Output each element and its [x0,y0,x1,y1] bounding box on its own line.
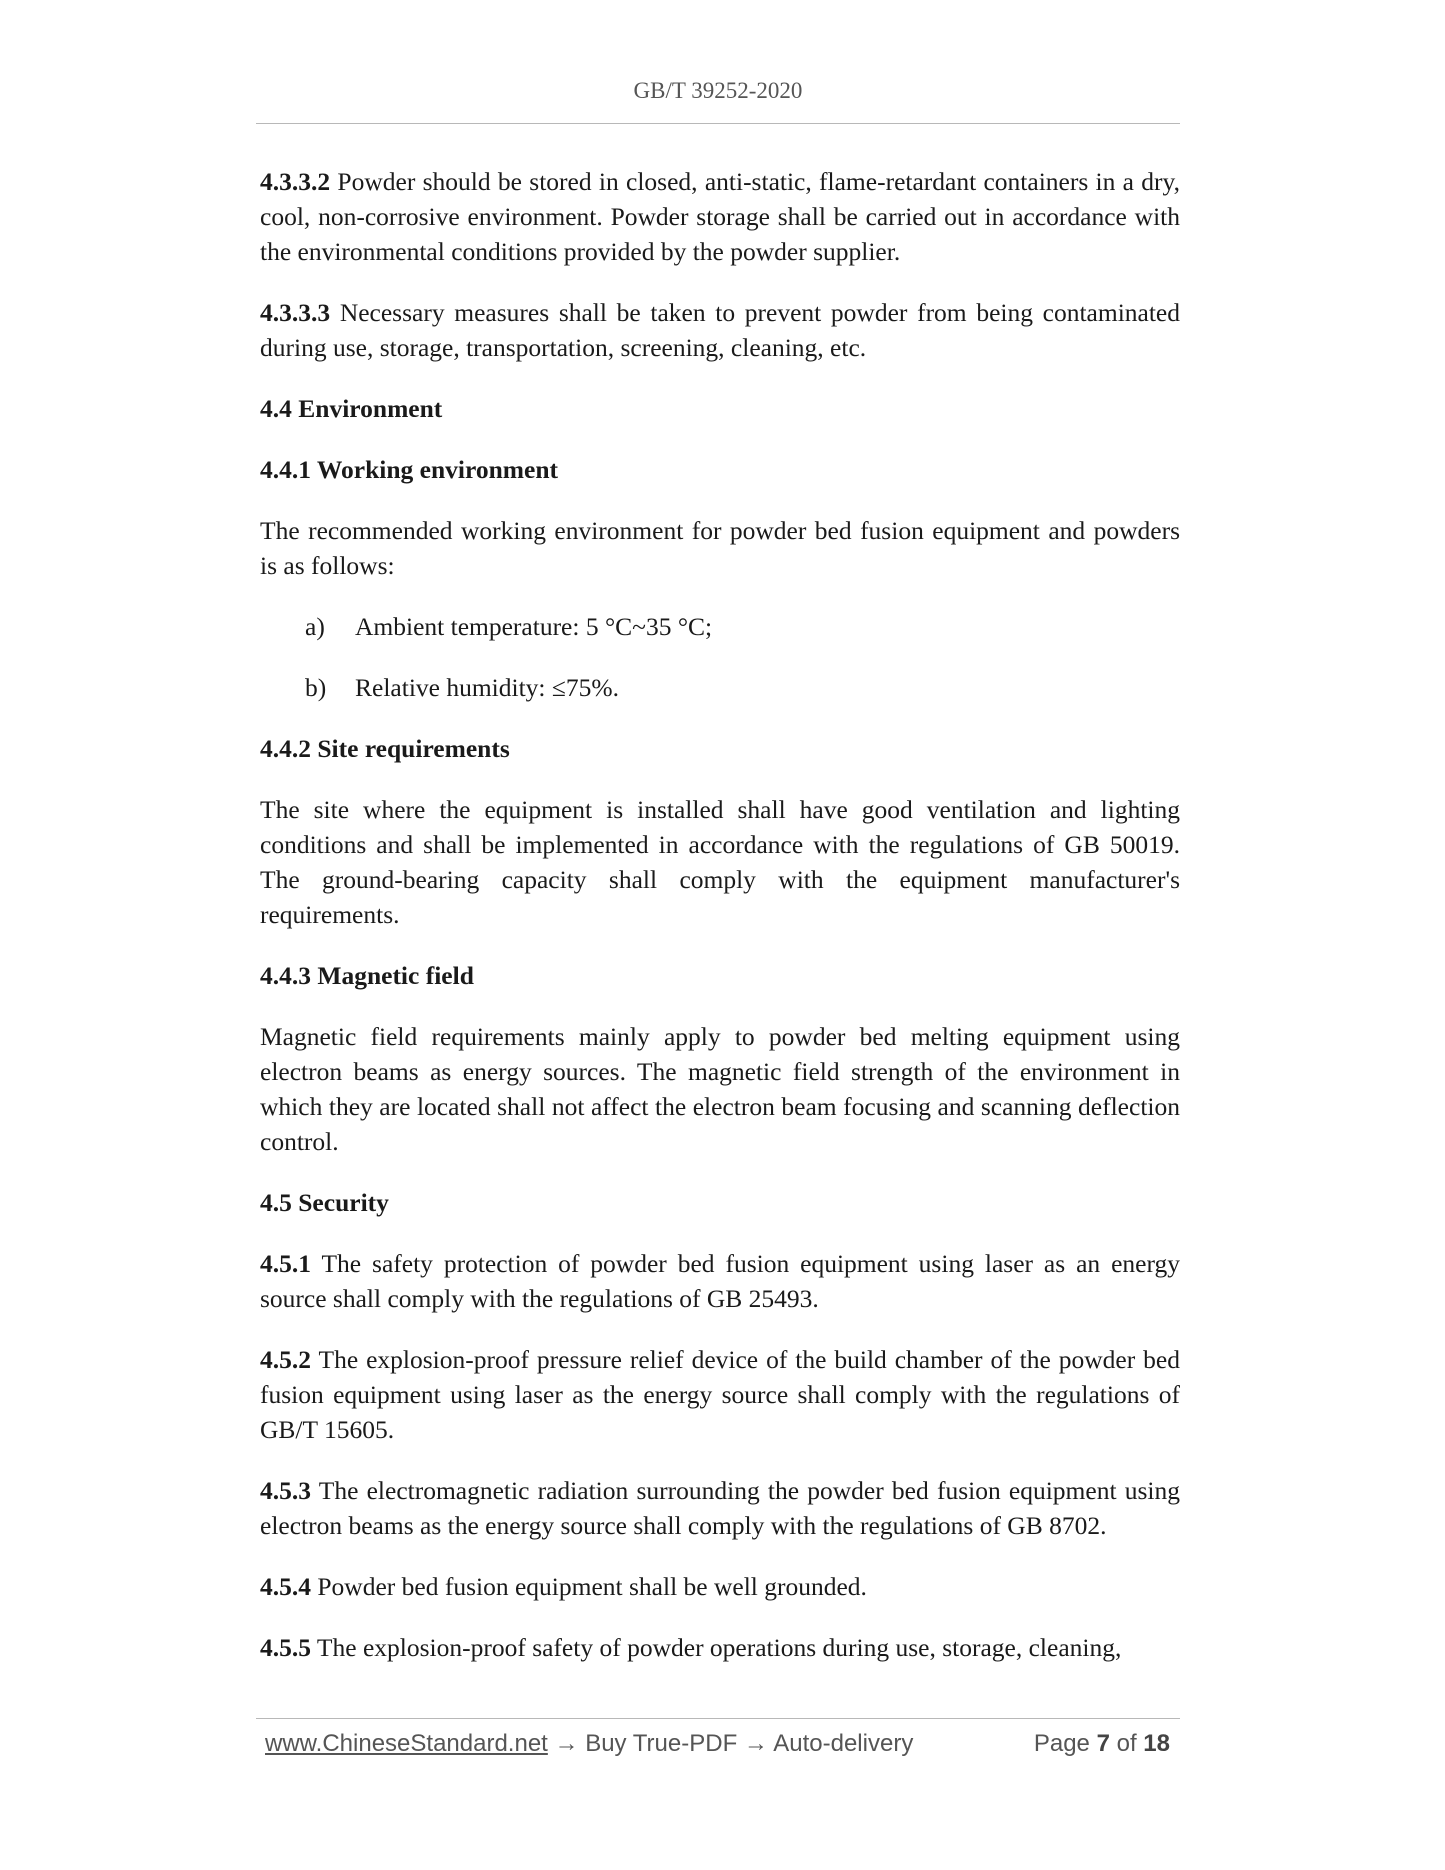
standard-number: GB/T 39252-2020 [633,78,803,103]
clause-text: Powder should be stored in closed, anti-static, flame-retardant containers in a dry, cool, non-corrosive environment. Powder storage shall be carried out in accordance with the environmental conditions provided by the powder supplier. [260,167,1181,266]
document-body [260,164,1180,1691]
clause-number: 4.5.4 [260,1572,311,1601]
list-text: Ambient temperature: 5 °C~35 °C; [355,612,713,641]
clause-number: 4.5.2 [260,1345,311,1374]
document-header [256,78,1180,104]
clause-4-5-1 [260,1246,1180,1316]
header-divider [256,123,1180,124]
clause-4-3-3-2 [260,164,1180,269]
clause-number: 4.5.5 [260,1633,311,1662]
clause-4-5-3 [260,1473,1180,1543]
heading-4-4-3: 4.4.3 Magnetic field [260,961,474,990]
paragraph-magnetic-field: Magnetic field requirements mainly apply to powder bed melting equipment using electron beams as energy sources. The magnetic field strength of the environment in which they are located shall not affect the electron beam focusing and scanning deflection control. [260,1022,1180,1156]
page-current: 7 [1096,1730,1110,1757]
auto-delivery-text: Auto-delivery [773,1730,914,1757]
clause-text: The electromagnetic radiation surrounding the powder bed fusion equipment using electron beams as the energy source shall comply with the regulations of GB 8702. [260,1476,1181,1540]
clause-4-5-4 [260,1569,1180,1604]
page-footer [265,1730,1170,1758]
page-indicator [1034,1730,1170,1758]
arrow-right-icon: → [743,1730,768,1757]
list-text: Relative humidity: ≤75%. [355,673,620,702]
clause-number: 4.3.3.2 [260,167,331,196]
page-total: 18 [1143,1730,1170,1757]
list-item [260,670,1180,705]
page-label: Page [1033,1730,1090,1757]
list-item [260,609,1180,644]
clause-text: Necessary measures shall be taken to prevent powder from being contaminated during use, storage, transportation, screening, cleaning, etc. [260,298,1181,362]
clause-number: 4.5.3 [260,1476,311,1505]
clause-4-5-2 [260,1342,1180,1447]
clause-text: The safety protection of powder bed fusion equipment using laser as an energy source shall comply with the regulations of GB 25493. [260,1249,1180,1313]
heading-4-5: 4.5 Security [260,1188,389,1217]
clause-text: Powder bed fusion equipment shall be well grounded. [317,1572,867,1601]
clause-4-3-3-3 [260,295,1180,365]
list-marker: b) [305,673,327,702]
heading-4-4-2: 4.4.2 Site requirements [260,734,510,763]
paragraph-site-requirements: The site where the equipment is installed shall have good ventilation and lighting conditions and shall be implemented in accordance with the regulations of GB 50019. The ground-bearing capacity shall comply with the equipment manufacturer's requirements. [260,795,1180,929]
clause-number: 4.3.3.3 [260,298,331,327]
footer-divider [256,1718,1180,1719]
page-of-label: of [1116,1730,1137,1757]
clause-number: 4.5.1 [260,1249,311,1278]
website-link[interactable]: www.ChineseStandard.net [265,1730,548,1757]
list-marker: a) [305,612,325,641]
heading-4-4: 4.4 Environment [260,394,443,423]
buy-true-pdf-text: Buy True-PDF [585,1730,738,1757]
heading-4-4-1: 4.4.1 Working environment [260,455,559,484]
clause-text: The explosion-proof pressure relief device of the build chamber of the powder bed fusion equipment using laser as the energy source shall comply with the regulations of GB/T 15605. [260,1345,1181,1444]
clause-4-5-5 [260,1630,1180,1665]
paragraph-working-environment: The recommended working environment for powder bed fusion equipment and powders is as follows: [260,516,1180,580]
arrow-right-icon: → [554,1730,579,1757]
footer-links [265,1730,913,1758]
clause-text: The explosion-proof safety of powder operations during use, storage, cleaning, [316,1633,1122,1662]
